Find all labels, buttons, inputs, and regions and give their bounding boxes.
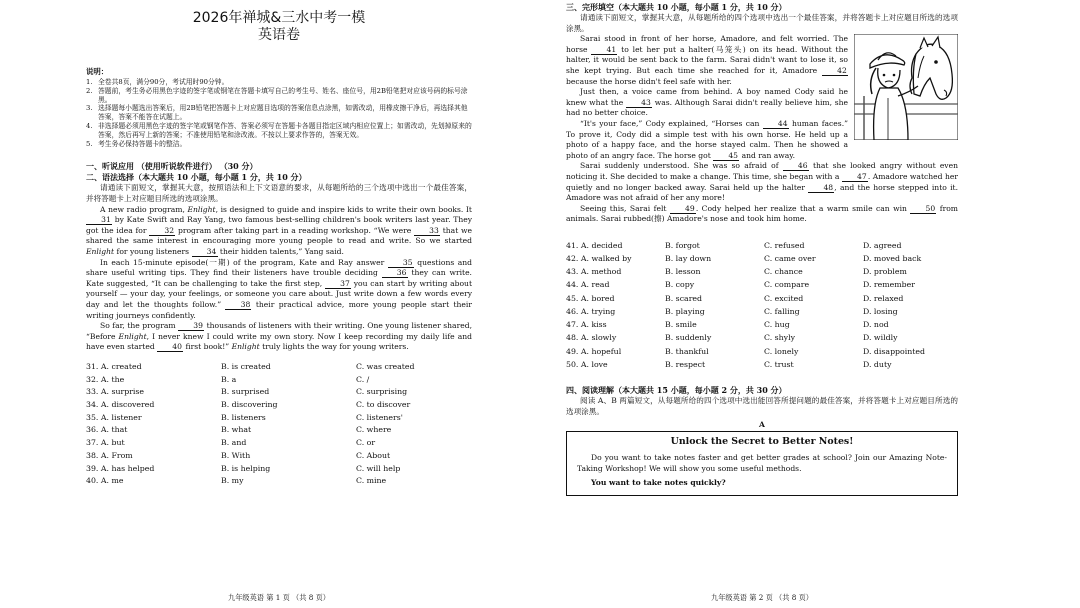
answer-blank: 34 [192,247,218,257]
passage-text: you can start by writing about yourself — your day, your feelings, or someone you care about. Just write down a few words every day and let the thoughts follow.” [86,278,472,309]
option-question-a[interactable]: 44. A. read [566,280,610,290]
option-choice[interactable]: C. or [356,438,376,448]
option-choice[interactable]: B. thankful [665,346,709,356]
workshop-ad-title: Unlock the Secret to Better Notes! [670,436,854,448]
instruction-number: 2. [86,86,93,95]
passage-text: they can write. Kate suggested, “It can be challenging to take the first step, [86,268,472,288]
option-choice[interactable]: D. agreed [863,240,902,250]
option-choice[interactable]: C. falling [764,306,800,316]
passage-text: Seeing this, Sarai felt [580,203,670,213]
passage-text: So far, the program [100,321,179,331]
option-question-a[interactable]: 48. A. slowly [566,333,617,343]
passage-text: questions and share useful writing tips. They find their listeners have trouble deciding [86,257,472,278]
option-choice[interactable]: D. problem [863,267,907,277]
passage-text: and ran away. [739,150,796,160]
option-choice[interactable]: B. what [221,425,252,435]
instruction-text: 选择题每小题选出答案后，用2B铅笔把答题卡上对应题目选项的答案信息点涂黑，如需改动，用橡皮擦干净后，再选择其他答案，答案不能答在试题上。 [98,104,468,122]
option-choice[interactable]: B. is helping [221,463,271,473]
passage-text: , is designed to guide and inspire kids to write their own books. It [215,204,472,214]
exam-page-1 [86,0,472,608]
option-question-a[interactable]: 49. A. hopeful [566,346,622,356]
workshop-ad-question: You want to take notes quickly? [591,478,726,488]
option-choice[interactable]: C. mine [356,476,387,486]
option-choice[interactable]: B. playing [665,306,705,316]
option-choice[interactable]: C. trust [764,359,794,369]
option-choice[interactable]: B. copy [665,280,695,290]
passage-text: human faces.” To prove it, Cody did a simple test with his own horse. He held up a photo of a happy face, and the horse stayed calm. Then he showed a photo of an angry face. The horse got [566,118,848,160]
answer-blank: 50 [910,204,936,214]
section3-directions: 请通读下面短文，掌握其大意，从每题所给的四个选项中选出一个最佳答案，并将答题卡上对应题目所选的选项涂黑。 [566,13,958,33]
italic-title: Enlight [86,246,115,256]
option-question-a[interactable]: 36. A. that [86,425,128,435]
option-choice[interactable]: C. About [356,450,391,460]
option-choice[interactable]: C. was created [356,361,415,371]
instruction-text: 考生务必保持答题卡的整洁。 [98,139,187,148]
option-choice[interactable]: B. my [221,476,244,486]
passage-text: first book!” [183,342,232,352]
option-choice[interactable]: D. moved back [863,254,922,264]
option-choice[interactable]: C. surprising [356,387,408,397]
answer-blank: 47 [842,172,868,182]
option-question-a[interactable]: 50. A. love [566,359,608,369]
option-choice[interactable]: C. shyly [764,333,795,343]
instruction-item [86,104,472,122]
passage-paragraph [86,258,472,322]
passage-text: to let her put a halter(马笼头) on its head. Without the halter, it would be sent back to the farm. Sarai didn't want to lose it, so she kept trying. But each time she reached for it, Amadore [566,44,848,75]
section4-directions: 阅读 A、B 两篇短文，从每题所给的四个选项中选出能回答所提问题的最佳答案，并将答题卡上对应题目所选的选项涂黑。 [566,395,958,416]
passage-text: from animals. Sarai rubbed(擦) Amadore's nose and took him home. [566,203,958,224]
instructions-list [86,78,472,148]
section2-heading: 二、语法选择（本大题共 10 小题，每小题 1 分，共 10 分） [86,172,307,183]
option-choice[interactable]: C. chance [764,267,803,277]
passage-text: because the horse didn't feel safe with her. [566,76,732,86]
passage-a-label: A [759,420,765,430]
grammar-options [86,361,472,488]
option-choice[interactable]: B. lay down [665,254,712,264]
passage-text: Just then, a voice came from behind. A boy named Cody said he knew what the [566,87,848,107]
answer-blank: 49 [670,204,696,214]
option-question-a[interactable]: 32. A. the [86,374,125,384]
passage-text: thousands of listeners with their writing. One young listener shared, “Before [86,321,472,341]
option-question-a[interactable]: 46. A. trying [566,306,616,316]
instruction-text: 答题前，考生务必用黑色字迹的签字笔或钢笔在答题卡填写自己的考生号、姓名、座位号，用2B铅笔把对应该号码的标号涂黑。 [98,86,468,104]
answer-blank: 44 [763,119,789,129]
passage-text: In each 15-minute episode(一期) of the program, Kate and Ray answer [100,257,388,267]
option-question-a[interactable]: 39. A. has helped [86,463,155,473]
answer-blank: 39 [178,321,204,331]
answer-blank: 46 [783,161,809,171]
answer-blank: 40 [157,342,183,352]
option-choice[interactable]: B. respect [665,359,706,369]
option-choice[interactable]: C. lonely [764,346,799,356]
answer-blank: 38 [225,300,251,310]
option-choice[interactable]: B. and [221,438,247,448]
passage-text: their hidden talents,” Yang said. [217,246,344,256]
option-choice[interactable]: C. to discover [356,399,411,409]
option-choice[interactable]: B. listeners [221,412,266,422]
option-question-a[interactable]: 41. A. decided [566,240,623,250]
section1-heading: 一、听说应用 （使用听说软件进行） （30 分） [86,161,258,172]
cloze-passage [566,34,958,225]
option-choice[interactable]: C. hug [764,320,790,330]
instructions-heading: 说明： [86,67,109,76]
option-choice[interactable]: B. suddenly [665,333,712,343]
option-question-a[interactable]: 45. A. bored [566,293,615,303]
page1-footer: 九年级英语 第 1 页 （共 8 页） [228,593,330,602]
instruction-number: 3. [86,104,93,113]
exam-subtitle: 英语卷 [258,27,300,43]
answer-blank: 33 [414,226,440,236]
option-choice[interactable]: B. scared [665,293,703,303]
answer-blank: 31 [86,215,112,225]
section2-directions: 请通读下面短文，掌握其大意，按照语法和上下文语意的要求，从每题所给的三个选项中选出一个最佳答案，并将答题卡上对应题目所选的选项涂黑。 [86,183,472,203]
option-choice[interactable]: C. / [356,374,370,384]
passage-text: Sarai stood in front of her horse, Amadore, and felt worried. The horse [566,34,848,54]
exam-title-block [86,10,472,44]
passage-text: . Cody helped her realize that a warm smile can win [695,203,911,213]
answer-blank: 36 [382,268,408,278]
option-question-a[interactable]: 31. A. created [86,361,142,371]
passage-text: that she looked angry without even noticing it. She decided to make a change. This time, she began with a [566,161,958,181]
passage-paragraph [566,204,958,225]
passage-text: , I never knew I could write my own story. Now I keep recording my daily life and have even started [86,331,472,352]
option-choice[interactable]: C. listeners' [356,412,403,422]
option-choice[interactable]: C. where [356,425,392,435]
answer-blank: 37 [325,279,351,289]
passage-text: for young listeners [114,246,192,256]
option-choice[interactable]: C. compare [764,280,810,290]
italic-title: Enlight [231,342,260,352]
instruction-text: 非选择题必须用黑色字迹的签字笔或钢笔作答、答案必须写在答题卡各题目指定区域内相应位置上；如需改动，先划掉原来的答案，然后再写上新的答案；不准使用铅笔和涂改液。不按以上要求作答的，答案无效。 [98,121,472,139]
option-choice[interactable]: C. will help [356,463,401,473]
option-choice[interactable]: D. remember [863,280,916,290]
passage-text: Sarai suddenly understood. She was so afraid of [580,161,783,171]
option-choice[interactable]: D. disappointed [863,346,925,356]
passage-paragraph [86,321,472,353]
passage-text: was. Although Sarai didn't really believe him, she had no better choice. [566,97,849,118]
option-question-a[interactable]: 37. A. but [86,438,125,448]
option-choice[interactable]: D. relaxed [863,293,904,303]
option-choice[interactable]: B. smile [665,320,697,330]
option-question-a[interactable]: 35. A. listener [86,412,142,422]
instruction-number: 4. [86,121,93,130]
option-choice[interactable]: B. a [221,374,237,384]
option-choice[interactable]: C. came over [764,254,816,264]
option-choice[interactable]: B. surprised [221,387,270,397]
exam-title: 2026年禅城&三水中考一模 [192,10,366,26]
passage-text: , and the horse stepped into it. Amadore was not afraid of her any more! [566,182,958,203]
option-question-a[interactable]: 38. A. From [86,450,133,460]
exam-page-2 [566,0,958,608]
instruction-item [86,78,472,87]
option-choice[interactable]: D. wildly [863,333,898,343]
section4-heading: 四、阅读理解（本大题共 15 小题，每小题 2 分，共 30 分） [566,384,787,395]
option-question-a[interactable]: 47. A. kiss [566,320,607,330]
option-question-a[interactable]: 42. A. walked by [566,254,632,264]
instruction-item [86,122,472,140]
answer-blank: 41 [591,45,617,55]
instruction-text: 全卷共8页，满分90分，考试用时90分钟。 [98,78,229,86]
option-question-a[interactable]: 34. A. discovered [86,399,155,409]
option-choice[interactable]: B. With [221,450,251,460]
passage-text: “It's your face,” Cody explained, “Horses can [580,118,763,128]
option-choice[interactable]: C. refused [764,240,805,250]
option-choice[interactable]: D. nod [863,320,889,330]
option-choice[interactable]: B. lesson [665,267,701,277]
answer-blank: 48 [808,183,834,193]
instruction-number: 1. [86,78,93,86]
passage-paragraph [566,161,958,203]
passage-text: by Kate Swift and Ray Yang, two famous best-selling children's book writers last year. They got the idea for [86,215,472,235]
passage-paragraph [86,205,472,258]
option-choice[interactable]: B. discovering [221,399,278,409]
section3-heading: 三、完形填空（本大题共 10 小题，每小题 1 分，共 10 分） [566,2,787,12]
answer-blank: 45 [713,151,739,161]
passage-text: A new radio program, [100,204,188,214]
passage-text: . Amadore watched her quietly and no longer backed away. Sarai held up the halter [566,171,958,192]
cloze-options [566,239,958,371]
option-question-a[interactable]: 43. A. method [566,267,622,277]
grammar-passage [86,205,472,353]
passage-text: their practical advice, more young people start their writing journeys confidently. [86,299,472,320]
option-choice[interactable]: C. excited [764,293,804,303]
italic-title: Enlight [118,331,147,341]
answer-blank: 32 [149,226,175,236]
instruction-item [86,140,472,149]
option-choice[interactable]: B. is created [221,361,271,371]
italic-title: Enlight [187,204,216,214]
instruction-item [86,87,472,105]
page2-footer: 九年级英语 第 2 页 （共 8 页） [711,593,813,602]
workshop-ad-box [566,431,958,496]
workshop-ad-text: Do you want to take notes faster and get better grades at school? Join our Amazing Note-Taking Workshop! We will show you some useful methods. [577,453,947,473]
answer-blank: 42 [822,66,848,76]
instruction-number: 5. [86,139,93,148]
answer-blank: 35 [388,258,414,268]
option-choice[interactable]: D. duty [863,359,892,369]
passage-text: program after taking part in a reading workshop. “We were [175,225,414,235]
option-choice[interactable]: B. forgot [665,240,700,250]
answer-blank: 43 [626,98,652,108]
girl-with-horse-illustration-icon [854,34,958,140]
option-question-a[interactable]: 40. A. me [86,476,124,486]
passage-text: that we shared the same interest in encouraging more young people to read and write. So we started [86,225,472,246]
passage-text: truly lights the way for young writers. [259,342,409,352]
option-choice[interactable]: D. losing [863,306,898,316]
option-question-a[interactable]: 33. A. surprise [86,387,145,397]
